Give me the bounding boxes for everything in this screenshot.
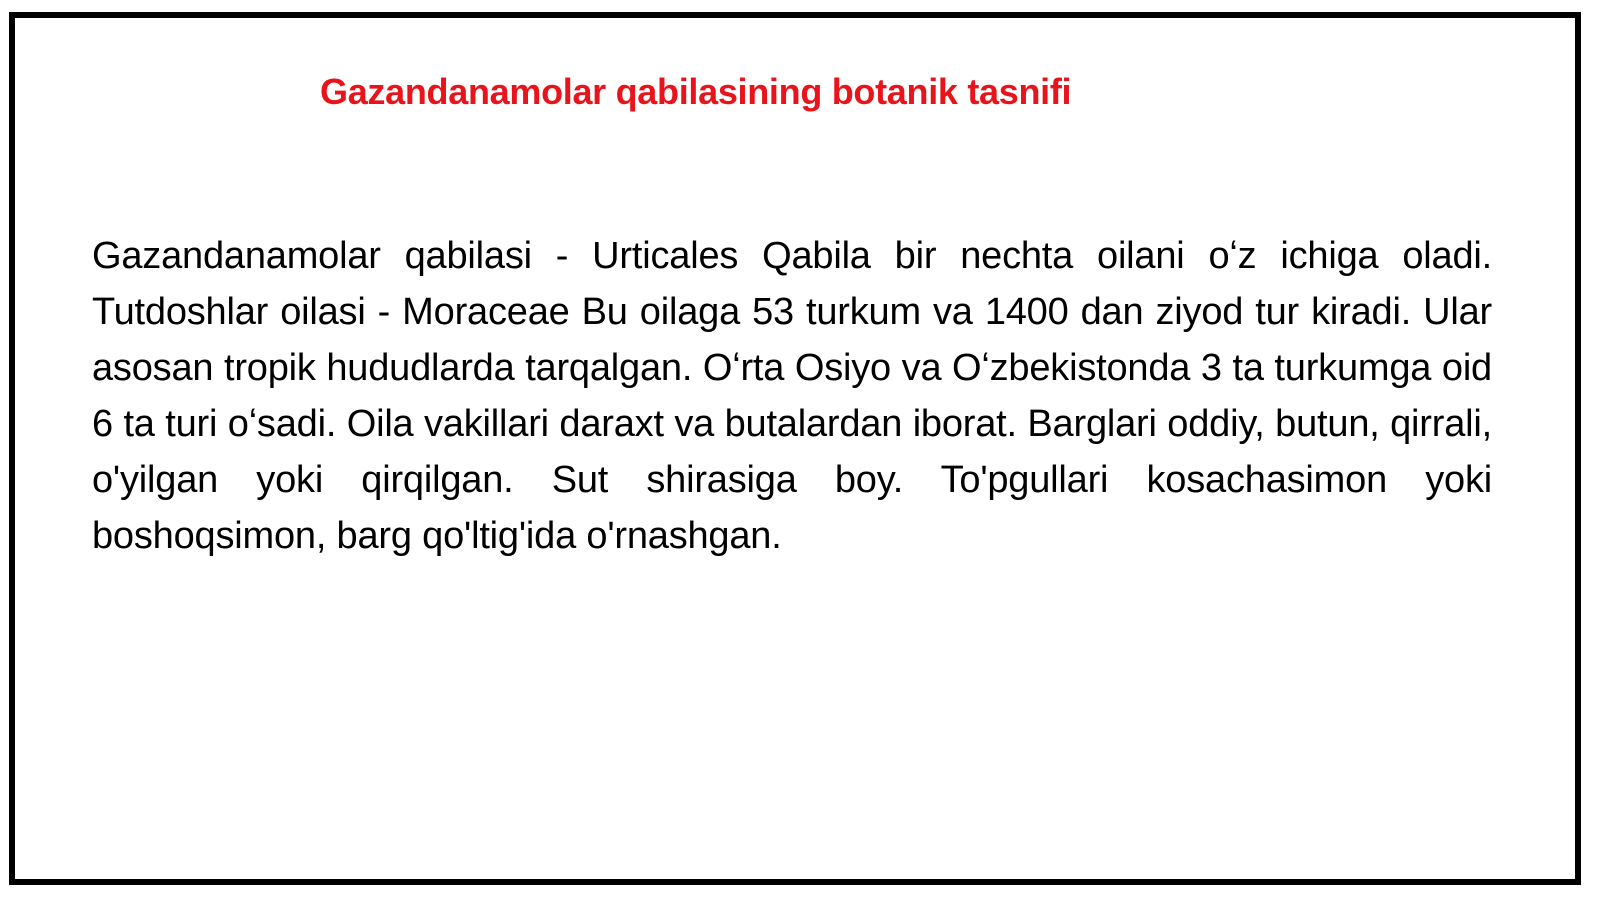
slide-title: Gazandanamolar qabilasining botanik tasnifi <box>320 71 1072 112</box>
slide-body-text: Gazandanamolar qabilasi - Urticales Qabila bir nechta oilani oʻz ichiga oladi. Tutdoshlar oilasi - Moraceae Bu oilaga 53 turkum va 1400 dan ziyod tur kiradi. Ular asosan tropik hududlarda tarqalgan. Oʻrta Osiyo va Oʻzbekistonda 3 ta turkumga oid 6 ta turi oʻsadi. Oila vakillari daraxt va butalardan iborat. Barglari oddiy, butun, qirrali, o'yilgan yoki qirqilgan. Sut shirasiga boy. To'pgullari kosachasimon yoki boshoqsimon, barg qo'ltig'ida o'rnashgan. <box>92 235 1492 557</box>
